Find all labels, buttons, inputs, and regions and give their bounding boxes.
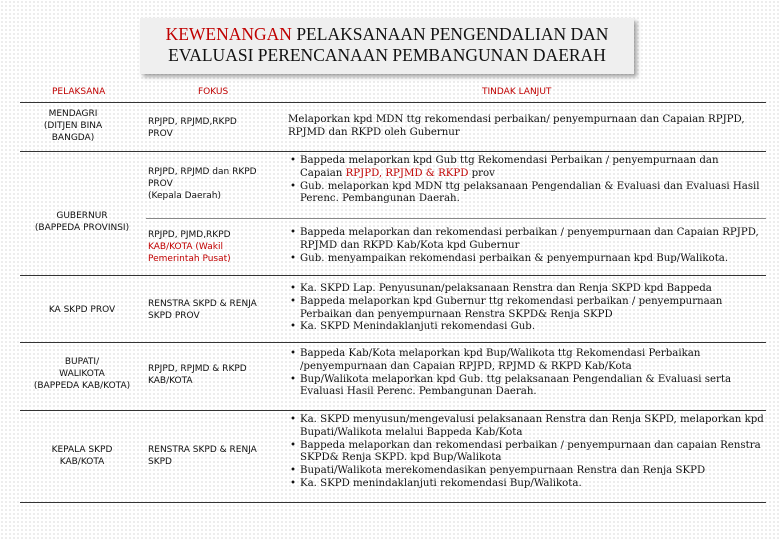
- title-line-1-rest: PELAKSANAAN PENGENDALIAN DAN: [291, 24, 609, 44]
- tindak-gubernur-prov: [288, 155, 764, 206]
- title-line-1: [140, 24, 634, 45]
- tindak-gubernur-kabkota: [288, 227, 764, 265]
- tindak-kepala-skpd: [288, 414, 764, 491]
- fokus-mendagri: RPJPD, RPJMD,RKPD PROV: [148, 117, 237, 139]
- authority-table: [20, 84, 766, 103]
- tindak-ka-skpd-prov: [288, 283, 764, 334]
- tindak-bupati: [288, 348, 764, 399]
- list-item: • Bappeda melaporkan dan rekomendasi perbaikan / penyempurnaan dan Capaian RPJPD, RPJMD dan RKPD Kab/Kota kpd Gubernur: [288, 227, 764, 253]
- row-divider: [20, 275, 766, 276]
- list-item: • Ka. SKPD menindaklanjuti rekomendasi Bup/Walikota.: [288, 478, 764, 491]
- row-divider: [20, 342, 766, 343]
- list-item: • Bappeda melaporkan kpd Gub ttg Rekomendasi Perbaikan / penyempurnaan dan Capaian RPJPD, RPJMD & RKPD prov: [288, 155, 764, 181]
- fokus-gubernur-kabkota: RPJPD, PJMD,RKPD KAB/KOTA (Wakil Pemerintah Pusat): [148, 230, 231, 264]
- sub-row-divider: [146, 218, 766, 219]
- list-item: • Gub. melaporkan kpd MDN ttg pelaksanaan Pengendalian & Evaluasi dan Evaluasi Hasil Perenc. Pembangunan Daerah.: [288, 181, 764, 207]
- list-item: • Ka. SKPD Menindaklanjuti rekomendasi Gub.: [288, 321, 764, 334]
- tindak-mendagri: [288, 114, 764, 140]
- list-item: • Bappeda melaporkan kpd Gubernur ttg rekomendasi perbaikan / penyempurnaan Perbaikan dan penyempurnaan Renstra SKPD& Renja SKPD: [288, 296, 764, 322]
- title-line-2: EVALUASI PERENCANAAN PEMBANGUNAN DAERAH: [168, 45, 606, 65]
- title-keyword: KEWENANGAN: [165, 24, 292, 44]
- header-fokus: FOKUS: [198, 87, 229, 97]
- row-divider: [20, 410, 766, 411]
- list-item: • Gub. menyampaikan rekomendasi perbaikan & penyempurnaan kpd Bup/Walikota.: [288, 253, 764, 266]
- fokus-ka-skpd-prov: RENSTRA SKPD & RENJA SKPD PROV: [148, 299, 257, 321]
- row-divider: [20, 151, 766, 152]
- fokus-bupati: RPJPD, RPJMD & RKPD KAB/KOTA: [148, 364, 247, 386]
- table-header: [20, 84, 766, 103]
- list-item: • Bappeda Kab/Kota melaporkan kpd Bup/Walikota ttg Rekomendasi Perbaikan /penyempurnaan dan Capaian RPJPD, RPJMD & RKPD Kab/Kota: [288, 348, 764, 374]
- list-item: • Bup/Walikota melaporkan kpd Gub. ttg pelaksanaan Pengendalian & Evaluasi serta Evaluasi Hasil Perenc. Pembangunan Daerah.: [288, 374, 764, 400]
- pelaksana-ka-skpd-prov: KA SKPD PROV: [48, 305, 116, 315]
- header-tindak-lanjut: TINDAK LANJUT: [482, 87, 552, 97]
- pelaksana-mendagri: MENDAGRI (DITJEN BINA BANGDA): [43, 109, 103, 143]
- tindak-mendagri-text: Melaporkan kpd MDN ttg rekomendasi perbaikan/ penyempurnaan dan Capaian RPJPD, RPJMD dan RKPD oleh Gubernur: [288, 114, 745, 138]
- header-pelaksana: PELAKSANA: [52, 87, 106, 97]
- fokus-kepala-skpd: RENSTRA SKPD & RENJA SKPD: [148, 445, 257, 467]
- pelaksana-kepala-skpd: KEPALA SKPD KAB/KOTA: [51, 445, 113, 467]
- list-item: • Ka. SKPD Lap. Penyusunan/pelaksanaan Renstra dan Renja SKPD kpd Bappeda: [288, 283, 764, 296]
- list-item: • Ka. SKPD menyusun/mengevalusi pelaksanaan Renstra dan Renja SKPD, melaporkan kpd Bupati/Walikota melalui Bappeda Kab/Kota: [288, 414, 764, 440]
- list-item: • Bupati/Walikota merekomendasikan penyempurnaan Renstra dan Renja SKPD: [288, 465, 764, 478]
- slide-title: [140, 18, 634, 74]
- fokus-gubernur-prov: RPJPD, RPJMD dan RKPD PROV (Kepala Daerah): [148, 167, 257, 201]
- pelaksana-bupati: BUPATI/ WALIKOTA (BAPPEDA KAB/KOTA): [33, 357, 131, 391]
- table-bottom-border: [20, 502, 766, 503]
- list-item: • Bappeda melaporkan dan rekomendasi perbaikan / penyempurnaan dan capaian Renstra SKPD& Renja SKPD. kpd Bup/Walikota: [288, 440, 764, 466]
- pelaksana-gubernur: GUBERNUR (BAPPEDA PROVINSI): [34, 211, 130, 233]
